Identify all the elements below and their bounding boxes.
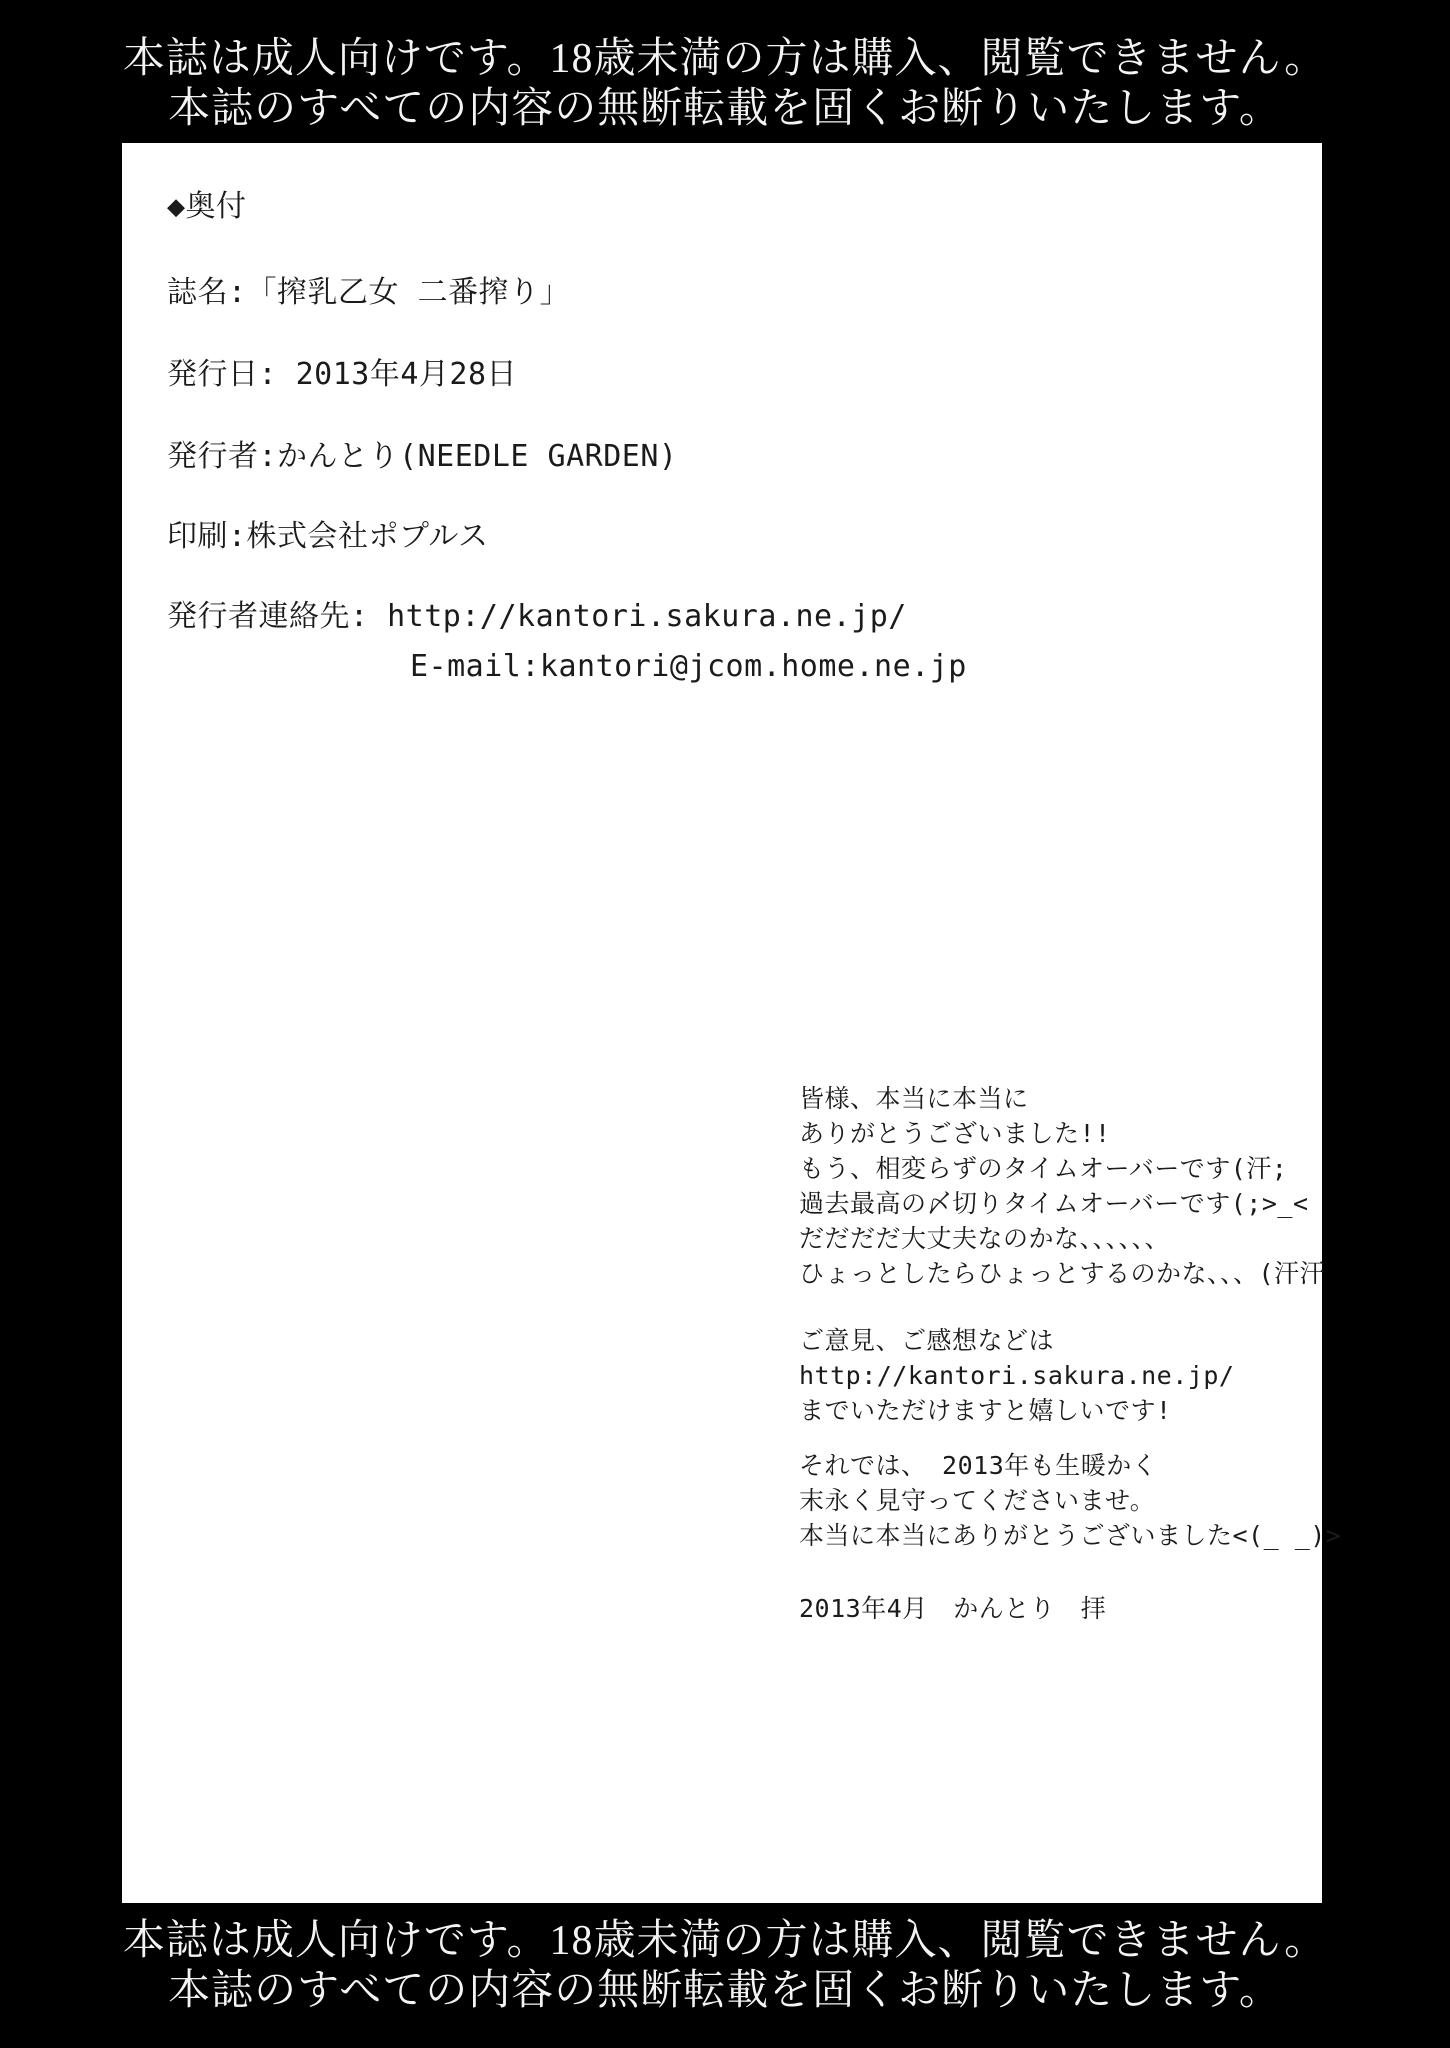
afterword-line: それでは、 2013年も生暖かく	[799, 1451, 1158, 1480]
publish-date-line: 発行日: 2013年4月28日	[167, 357, 518, 392]
publisher-line: 発行者:かんとり(NEEDLE GARDEN)	[167, 439, 678, 474]
contact-url-line: 発行者連絡先: http://kantori.sakura.ne.jp/	[167, 599, 907, 634]
afterword-line: 末永く見守ってくださいませ。	[799, 1486, 1156, 1515]
adult-warning-top-line-1: 本誌は成人向けです。18歳未満の方は購入、閲覧できません。	[122, 36, 1328, 82]
printer-line: 印刷:株式会社ポプルス	[167, 519, 489, 554]
colophon-heading: ◆奥付	[167, 189, 247, 224]
afterword-line: までいただけますと嬉しいです!	[799, 1396, 1172, 1425]
adult-warning-top	[0, 34, 1450, 134]
afterword-line: ご意見、ご感想などは	[799, 1326, 1055, 1355]
afterword-line: ひょっとしたらひょっとするのかな、、、(汗汗	[799, 1259, 1326, 1288]
contact-email-line: E-mail:kantori@jcom.home.ne.jp	[410, 649, 967, 684]
afterword-signature: 2013年4月 かんとり 拝	[799, 1594, 1107, 1623]
afterword-line: 皆様、本当に本当に	[799, 1084, 1029, 1113]
adult-warning-top-line-2: 本誌のすべての内容の無断転載を固くお断りいたします。	[168, 86, 1282, 132]
colophon-panel	[122, 143, 1342, 1903]
afterword-paragraph-1	[799, 1081, 1325, 1291]
afterword-line: ありがとうございました!!	[799, 1119, 1111, 1148]
magazine-title-line: 誌名:「搾乳乙女 二番搾り」	[167, 275, 571, 310]
afterword-paragraph-3	[799, 1448, 1341, 1553]
adult-warning-bottom	[0, 1916, 1450, 2016]
adult-warning-bottom-line-1: 本誌は成人向けです。18歳未満の方は購入、閲覧できません。	[122, 1918, 1328, 1964]
afterword-line: 過去最高の〆切りタイムオーバーです(;>_<	[799, 1189, 1309, 1218]
afterword-site-url: http://kantori.sakura.ne.jp/	[799, 1361, 1235, 1390]
afterword-line: もう、相変らずのタイムオーバーです(汗;	[799, 1154, 1288, 1183]
afterword-paragraph-2	[799, 1323, 1234, 1428]
afterword-line: 本当に本当にありがとうございました<(_ _)>	[799, 1521, 1342, 1550]
afterword-line: だだだだ大丈夫なのかな、、、、、、	[799, 1224, 1171, 1253]
adult-warning-bottom-line-2: 本誌のすべての内容の無断転載を固くお断りいたします。	[168, 1968, 1282, 2014]
